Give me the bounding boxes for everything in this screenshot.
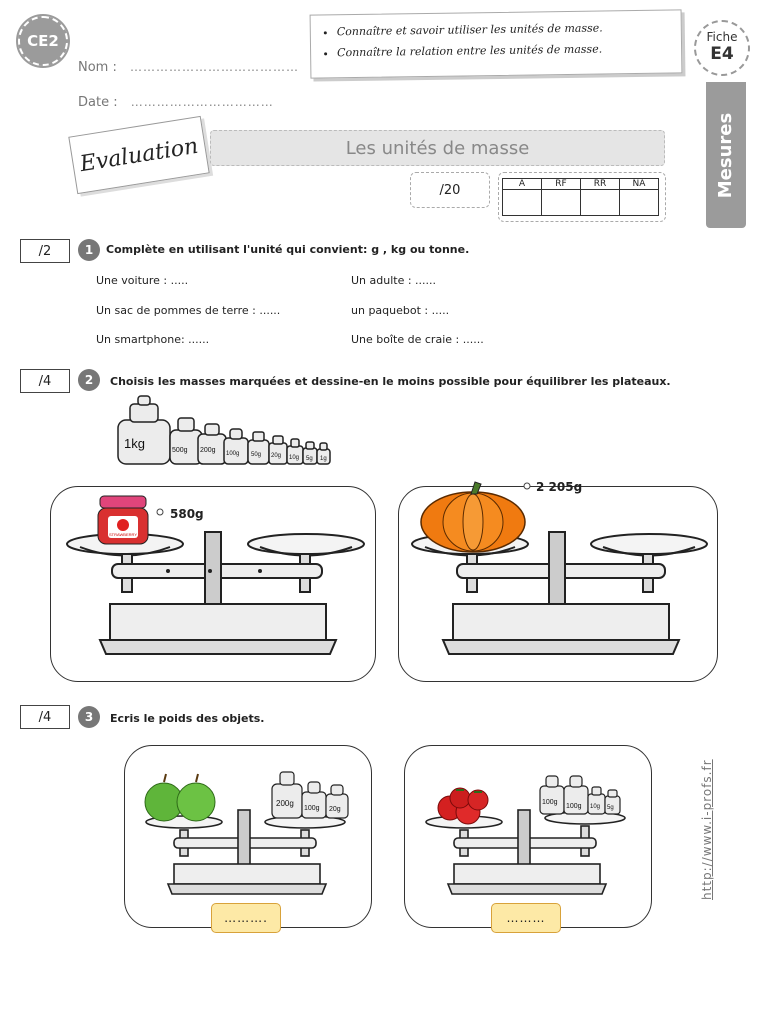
pumpkin-icon [421,482,525,552]
total-score: /20 [410,172,490,208]
ex1-item[interactable]: un paquebot : ..... [351,304,450,317]
weight-label: 10g [289,455,300,461]
weight-label: 100g [226,451,240,457]
ex3-points[interactable]: /4 [20,705,70,729]
ex2-points[interactable]: /4 [20,369,70,393]
weight-label: 1g [320,456,327,462]
level-cell[interactable] [620,190,659,216]
apples-icon [145,774,215,821]
weight-label: 20g [271,453,282,459]
level-badge: CE2 [18,16,68,66]
objectives-box [310,9,683,78]
weight-label: 100g [542,799,558,806]
balance-scale-illustration [140,760,360,900]
weights-set-illustration [112,390,342,470]
level-cell[interactable] [503,190,542,216]
ex1-question: Complète en utilisant l'unité qui convient: g , kg ou tonne. [106,243,470,256]
ex1-item[interactable]: Un smartphone: ...... [96,333,210,346]
nom-field: Nom : ………………………………… [78,60,299,75]
weight-label: 20g [329,806,341,813]
level-cell[interactable] [581,190,620,216]
ex1-item[interactable]: Un adulte : ...... [351,274,437,287]
weight-label: 500g [172,447,188,454]
answer-box-apples[interactable]: ………. [211,903,281,933]
weight-label: 100g [566,803,582,810]
website-link[interactable]: http://www.i-profs.fr [700,759,714,900]
objective-item: • Connaître et savoir utiliser les unités de masse. [337,17,671,43]
ex3-number: 3 [78,706,100,728]
ex1-number: 1 [78,239,100,261]
weight-label: 10g [590,804,601,810]
weight-label: 200g [276,799,294,808]
weight-label: 200g [200,447,216,454]
subject-tab: Mesures [706,82,746,228]
page-title: Les unités de masse [210,130,665,166]
ex1-item[interactable]: Un sac de pommes de terre : ...... [96,304,281,317]
ex3-question: Ecris le poids des objets. [110,712,265,725]
ex1-points[interactable]: /2 [20,239,70,263]
weight-label: 5g [306,456,313,462]
svg-text:STRAWBERRY: STRAWBERRY [109,532,138,537]
weight-label: 5g [607,805,614,811]
date-field: Date : …………………………… [78,95,274,110]
level-grid: A RF RR NA [502,178,659,216]
ex1-item[interactable]: Une voiture : ..... [96,274,189,287]
jam-mass-tag: 580g [170,507,204,521]
weight-label: 100g [304,805,320,812]
level-cell[interactable] [542,190,581,216]
ex2-number: 2 [78,369,100,391]
objective-item: • Connaître la relation entre les unités de masse. [337,38,671,64]
weight-label: 1kg [124,436,145,451]
weight-label: 50g [251,452,262,458]
pumpkin-mass-tag: 2 205g [536,480,583,494]
ex2-question: Choisis les masses marquées et dessine-en le moins possible pour équilibrer les plateaux. [110,375,671,388]
jam-jar-icon [98,496,148,544]
balance-scale-illustration [420,760,640,900]
answer-box-tomatoes[interactable]: ……… [491,903,561,933]
fiche-badge: Fiche E4 [694,20,750,76]
evaluation-card: Evaluation [68,116,209,194]
balance-scale-illustration [405,478,713,672]
balance-scale-illustration [60,492,370,672]
ex1-item[interactable]: Une boîte de craie : ...... [351,333,484,346]
